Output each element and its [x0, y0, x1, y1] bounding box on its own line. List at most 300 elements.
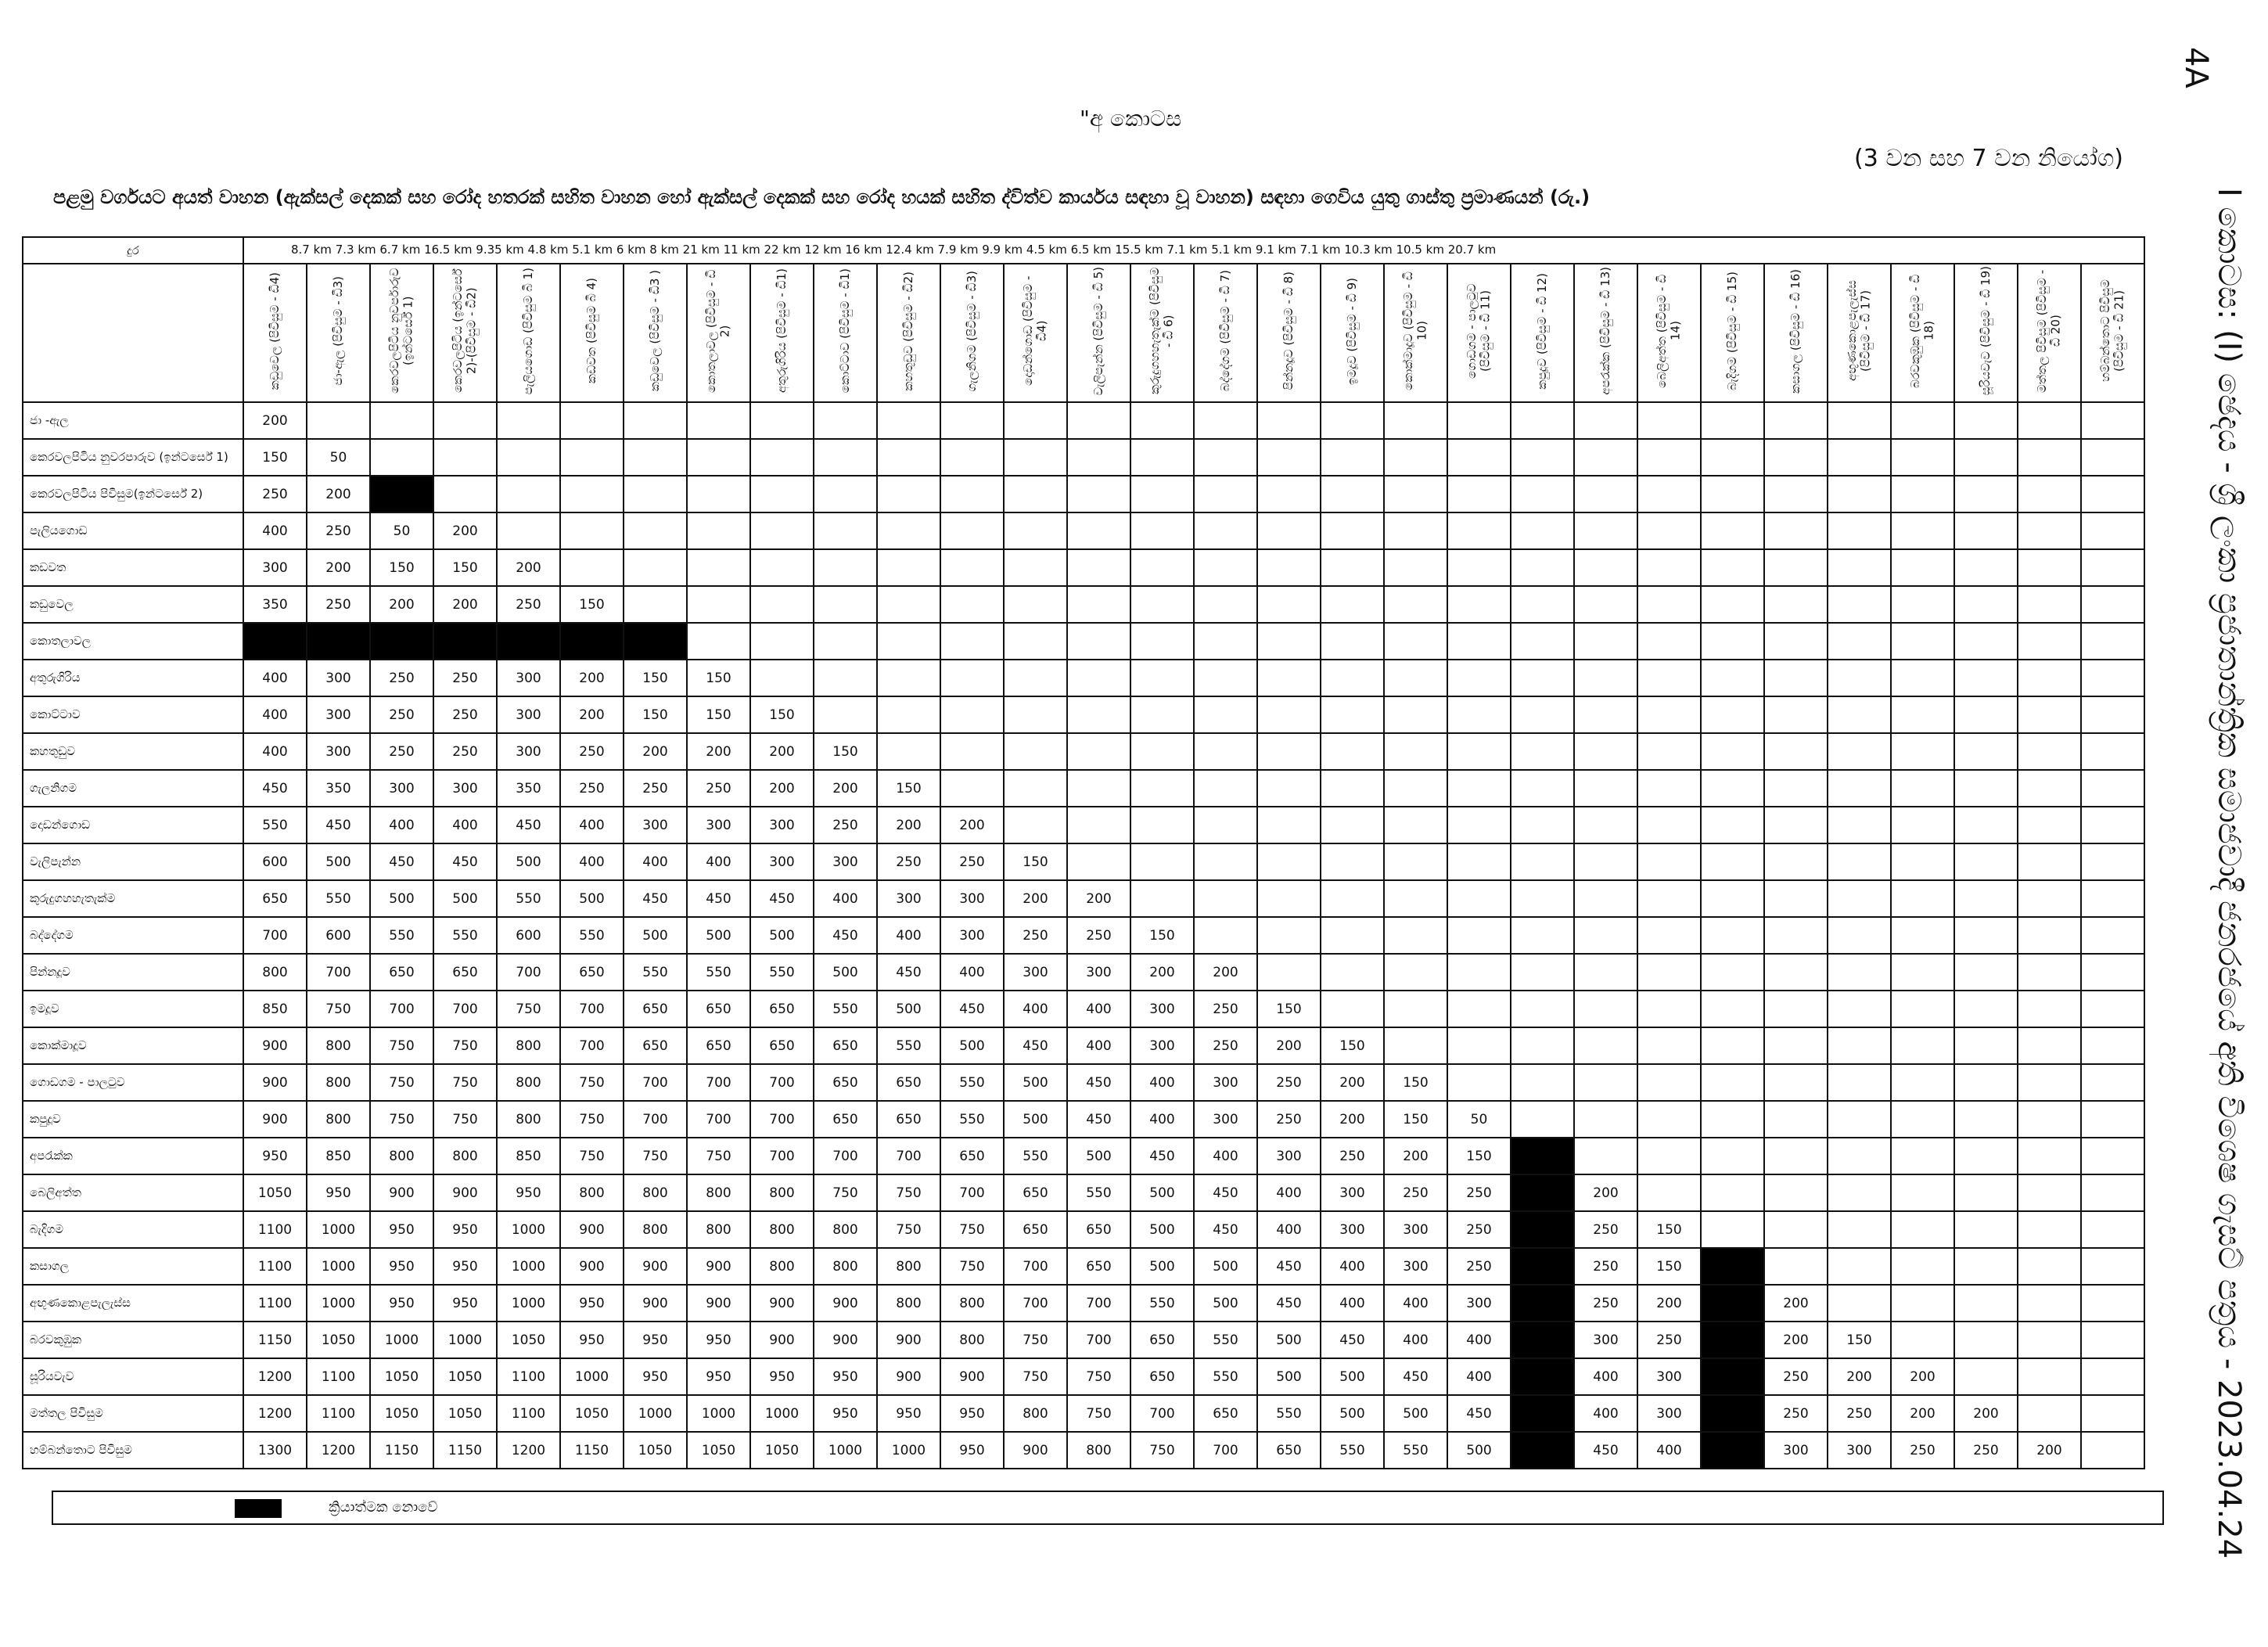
side-strip	[2178, 31, 2267, 1627]
fee-cell: 600	[307, 917, 370, 954]
empty-cell	[1764, 549, 1828, 586]
fee-cell: 150	[687, 696, 750, 733]
fee-cell: 300	[1130, 1027, 1194, 1064]
empty-cell	[1130, 843, 1194, 880]
fee-cell: 250	[497, 586, 560, 623]
empty-cell	[2018, 991, 2081, 1027]
empty-cell	[1637, 439, 1701, 476]
empty-cell	[1637, 549, 1701, 586]
fee-cell: 300	[243, 549, 307, 586]
empty-cell	[1828, 660, 1891, 696]
fee-cell: 700	[877, 1138, 940, 1174]
empty-cell	[2018, 549, 2081, 586]
fee-cell: 750	[1130, 1432, 1194, 1469]
column-header-label: පින්නදූව (පිවිසුම - ඩී 8)	[1281, 272, 1296, 390]
empty-cell	[814, 402, 877, 439]
fee-cell: 200	[1321, 1064, 1384, 1101]
empty-cell	[940, 512, 1004, 549]
fee-cell: 450	[877, 954, 940, 991]
fee-cell: 200	[1067, 880, 1130, 917]
empty-cell	[1384, 623, 1447, 660]
empty-cell	[1067, 660, 1130, 696]
fee-cell: 550	[750, 954, 814, 991]
empty-cell	[1321, 770, 1384, 807]
fee-cell: 200	[1764, 1322, 1828, 1358]
empty-cell	[1321, 954, 1384, 991]
empty-cell	[2018, 696, 2081, 733]
empty-cell	[1384, 660, 1447, 696]
column-header-label: කඩුවෙල (පිවිසුම - ඩී3 )	[647, 270, 662, 392]
inactive-cell	[1511, 1248, 1574, 1285]
empty-cell	[1321, 476, 1384, 512]
empty-cell	[1194, 880, 1257, 917]
fee-cell: 1100	[243, 1285, 307, 1322]
empty-cell	[624, 549, 687, 586]
empty-cell	[1637, 1064, 1701, 1101]
empty-cell	[1321, 512, 1384, 549]
empty-cell	[1130, 880, 1194, 917]
empty-cell	[1574, 1027, 1637, 1064]
inactive-cell	[1511, 1432, 1574, 1469]
empty-cell	[1384, 880, 1447, 917]
empty-cell	[1574, 770, 1637, 807]
empty-cell	[1954, 476, 2018, 512]
column-header	[1574, 264, 1637, 402]
table-row	[23, 1211, 2144, 1248]
fee-cell: 650	[814, 1101, 877, 1138]
empty-cell	[2018, 1138, 2081, 1174]
fee-cell: 450	[814, 917, 877, 954]
empty-cell	[814, 586, 877, 623]
empty-cell	[1891, 549, 1954, 586]
fee-cell: 950	[307, 1174, 370, 1211]
empty-cell	[1828, 733, 1891, 770]
column-header-label: බැදිගම (පිවිසුම - ඩී 15)	[1724, 272, 1739, 390]
fee-cell: 1000	[687, 1395, 750, 1432]
fee-cell: 150	[1828, 1322, 1891, 1358]
empty-cell	[1067, 549, 1130, 586]
inactive-cell	[370, 623, 433, 660]
fee-cell: 300	[307, 733, 370, 770]
fee-cell: 150	[1384, 1101, 1447, 1138]
fee-cell: 450	[1321, 1322, 1384, 1358]
empty-cell	[1954, 549, 2018, 586]
column-header	[814, 264, 877, 402]
column-header	[1194, 264, 1257, 402]
empty-cell	[497, 439, 560, 476]
fee-cell: 500	[1130, 1174, 1194, 1211]
table-row	[23, 1138, 2144, 1174]
empty-cell	[1764, 954, 1828, 991]
fee-cell: 350	[307, 770, 370, 807]
empty-cell	[1701, 1101, 1764, 1138]
empty-cell	[1764, 586, 1828, 623]
fee-cell: 200	[1637, 1285, 1701, 1322]
row-label: ගැලනිගම	[23, 770, 243, 807]
empty-cell	[1764, 623, 1828, 660]
empty-cell	[1130, 807, 1194, 843]
fee-cell: 1150	[243, 1322, 307, 1358]
empty-cell	[1954, 1027, 2018, 1064]
fee-cell: 300	[814, 843, 877, 880]
empty-cell	[560, 439, 624, 476]
fee-cell: 200	[1130, 954, 1194, 991]
empty-cell	[1447, 439, 1511, 476]
empty-cell	[1384, 770, 1447, 807]
empty-cell	[1764, 733, 1828, 770]
empty-cell	[1701, 770, 1764, 807]
fee-cell: 950	[814, 1358, 877, 1395]
fee-cell: 800	[560, 1174, 624, 1211]
column-header-row	[23, 264, 2144, 402]
fee-cell: 900	[750, 1322, 814, 1358]
empty-cell	[1701, 807, 1764, 843]
table-row	[23, 843, 2144, 880]
empty-cell	[814, 439, 877, 476]
fee-cell: 500	[687, 917, 750, 954]
fee-cell: 900	[750, 1285, 814, 1322]
empty-cell	[877, 660, 940, 696]
fee-cell: 950	[560, 1322, 624, 1358]
empty-cell	[877, 402, 940, 439]
column-header	[1701, 264, 1764, 402]
empty-cell	[1384, 696, 1447, 733]
fee-cell: 350	[497, 770, 560, 807]
fee-cell: 250	[1384, 1174, 1447, 1211]
fee-cell: 200	[877, 807, 940, 843]
fee-cell: 950	[370, 1285, 433, 1322]
fee-cell: 50	[1447, 1101, 1511, 1138]
fee-cell: 800	[243, 954, 307, 991]
empty-cell	[2081, 1322, 2144, 1358]
fee-cell: 650	[1067, 1211, 1130, 1248]
empty-cell	[1257, 476, 1321, 512]
fee-cell: 400	[1321, 1285, 1384, 1322]
column-header	[1891, 264, 1954, 402]
inactive-cell	[370, 476, 433, 512]
fee-cell: 700	[560, 991, 624, 1027]
fee-cell: 1100	[307, 1358, 370, 1395]
empty-cell	[1637, 917, 1701, 954]
empty-cell	[1511, 586, 1574, 623]
fee-cell: 800	[307, 1027, 370, 1064]
empty-cell	[1828, 439, 1891, 476]
empty-cell	[1004, 549, 1067, 586]
fee-cell: 500	[1130, 1211, 1194, 1248]
empty-cell	[1954, 807, 2018, 843]
empty-cell	[1321, 623, 1384, 660]
empty-cell	[1447, 586, 1511, 623]
column-header	[1004, 264, 1067, 402]
row-label: ගොඩගම - පාලටුව	[23, 1064, 243, 1101]
empty-cell	[1130, 733, 1194, 770]
legend-label: ක්‍රියාත්මක නොවේ	[329, 1499, 438, 1516]
column-header-label: බද්දේගම (පිවිසුම - ඩී 7)	[1217, 270, 1232, 392]
fee-cell: 950	[687, 1322, 750, 1358]
empty-cell	[1701, 1064, 1764, 1101]
column-header	[1764, 264, 1828, 402]
empty-cell	[1764, 1138, 1828, 1174]
fee-cell: 200	[1194, 954, 1257, 991]
fee-cell: 550	[940, 1101, 1004, 1138]
empty-cell	[497, 402, 560, 439]
fee-cell: 200	[1891, 1395, 1954, 1432]
row-label: කොක්මාදූව	[23, 1027, 243, 1064]
fee-cell: 450	[370, 843, 433, 880]
fee-cell: 200	[1384, 1138, 1447, 1174]
fee-cell: 400	[1004, 991, 1067, 1027]
fee-cell: 400	[1067, 991, 1130, 1027]
empty-cell	[1764, 696, 1828, 733]
empty-cell	[2081, 954, 2144, 991]
fee-cell: 300	[1004, 954, 1067, 991]
fee-cell: 1000	[877, 1432, 940, 1469]
inactive-cell	[307, 623, 370, 660]
empty-cell	[1194, 660, 1257, 696]
row-label: දොඩන්ගොඩ	[23, 807, 243, 843]
fee-cell: 500	[940, 1027, 1004, 1064]
empty-cell	[2081, 1395, 2144, 1432]
fee-cell: 450	[624, 880, 687, 917]
empty-cell	[1447, 733, 1511, 770]
fee-cell: 250	[624, 770, 687, 807]
fee-cell: 200	[1321, 1101, 1384, 1138]
fee-cell: 500	[750, 917, 814, 954]
empty-cell	[1828, 402, 1891, 439]
row-label: කෙරවලපිටිය නුවරපාරුව (ඉන්ටර්සේ 1)	[23, 439, 243, 476]
fee-cell: 500	[560, 880, 624, 917]
table-caption: පළමු වර්ගයට අයත් වාහන (ඇක්සල් දෙකක් සහ රෝද හතරක් සහිත වාහන හෝ ඇක්සල් දෙකක් සහ රෝද හයක් සහිත ද්විත්ව කාර්යය සඳහා වූ වාහන) සඳහා ගෙවිය යුතු ගාස්තු ප්‍රමාණයන් (රු.)	[53, 186, 1590, 208]
fee-cell: 450	[307, 807, 370, 843]
table-row	[23, 439, 2144, 476]
empty-cell	[1954, 1064, 2018, 1101]
row-label: කපුදූව	[23, 1101, 243, 1138]
empty-cell	[1067, 623, 1130, 660]
empty-cell	[1257, 549, 1321, 586]
fee-cell: 750	[497, 991, 560, 1027]
fee-cell: 450	[497, 807, 560, 843]
fee-cell: 750	[624, 1138, 687, 1174]
fee-cell: 550	[687, 954, 750, 991]
empty-cell	[1511, 733, 1574, 770]
table-row	[23, 770, 2144, 807]
fee-cell: 200	[433, 586, 497, 623]
fee-cell: 300	[624, 807, 687, 843]
fee-cell: 300	[1321, 1211, 1384, 1248]
fee-cell: 300	[307, 660, 370, 696]
inactive-cell	[1511, 1174, 1574, 1211]
empty-cell	[1828, 623, 1891, 660]
fee-cell: 500	[433, 880, 497, 917]
fee-cell: 500	[1194, 1285, 1257, 1322]
empty-cell	[1130, 696, 1194, 733]
fee-cell: 400	[1130, 1064, 1194, 1101]
fee-cell: 250	[1637, 1322, 1701, 1358]
empty-cell	[1321, 807, 1384, 843]
fee-cell: 700	[560, 1027, 624, 1064]
fee-cell: 200	[687, 733, 750, 770]
fee-cell: 550	[560, 917, 624, 954]
fee-cell: 400	[560, 843, 624, 880]
fee-cell: 800	[877, 1248, 940, 1285]
empty-cell	[1067, 512, 1130, 549]
empty-cell	[687, 439, 750, 476]
empty-cell	[1954, 623, 2018, 660]
column-header-label: ගොඩගම - පාලටුව (පිවිසුම - ඩී 11)	[1465, 283, 1493, 379]
empty-cell	[1194, 623, 1257, 660]
empty-cell	[1764, 1064, 1828, 1101]
table-row	[23, 402, 2144, 439]
empty-cell	[1574, 439, 1637, 476]
empty-cell	[2018, 1211, 2081, 1248]
empty-cell	[1828, 807, 1891, 843]
fee-cell: 400	[1321, 1248, 1384, 1285]
empty-cell	[1637, 660, 1701, 696]
fee-cell: 700	[243, 917, 307, 954]
fee-cell: 400	[1384, 1322, 1447, 1358]
fee-cell: 750	[1004, 1322, 1067, 1358]
empty-cell	[1321, 439, 1384, 476]
fee-cell: 250	[433, 660, 497, 696]
empty-cell	[2018, 1285, 2081, 1322]
fee-cell: 400	[370, 807, 433, 843]
fee-cell: 1100	[497, 1395, 560, 1432]
empty-cell	[1130, 623, 1194, 660]
empty-cell	[1447, 696, 1511, 733]
row-label: ඉමදූව	[23, 991, 243, 1027]
empty-cell	[877, 512, 940, 549]
fee-cell: 1000	[370, 1322, 433, 1358]
empty-cell	[877, 696, 940, 733]
empty-cell	[1828, 1248, 1891, 1285]
column-header-label: ජා-ඇල (පිවිසුම - ඩී3)	[330, 276, 345, 386]
empty-cell	[1574, 1138, 1637, 1174]
empty-cell	[1384, 1027, 1447, 1064]
table-row	[23, 1322, 2144, 1358]
empty-cell	[2081, 1027, 2144, 1064]
fee-cell: 300	[307, 696, 370, 733]
empty-cell	[1701, 1211, 1764, 1248]
fee-cell: 1300	[243, 1432, 307, 1469]
fee-cell: 250	[877, 843, 940, 880]
fee-cell: 150	[624, 660, 687, 696]
table-row	[23, 1027, 2144, 1064]
empty-cell	[1130, 512, 1194, 549]
table-row	[23, 1064, 2144, 1101]
fee-cell: 800	[750, 1174, 814, 1211]
fee-cell: 400	[814, 880, 877, 917]
fee-cell: 550	[243, 807, 307, 843]
fee-cell: 650	[687, 991, 750, 1027]
empty-cell	[814, 512, 877, 549]
empty-cell	[1511, 843, 1574, 880]
row-label: බෙලිඅත්ත	[23, 1174, 243, 1211]
fee-cell: 800	[687, 1211, 750, 1248]
fee-cell: 550	[814, 991, 877, 1027]
inactive-cell	[1701, 1248, 1764, 1285]
fee-cell: 1000	[814, 1432, 877, 1469]
empty-cell	[2018, 476, 2081, 512]
fee-cell: 900	[433, 1174, 497, 1211]
empty-cell	[1828, 1211, 1891, 1248]
fee-cell: 800	[750, 1211, 814, 1248]
empty-cell	[1954, 733, 2018, 770]
fee-cell: 700	[624, 1064, 687, 1101]
empty-cell	[1954, 770, 2018, 807]
empty-cell	[1384, 586, 1447, 623]
empty-cell	[1257, 770, 1321, 807]
fee-cell: 950	[497, 1174, 560, 1211]
column-header-label: කසාගල (පිවිසුම - ඩී 16)	[1788, 268, 1803, 394]
fee-cell: 900	[370, 1174, 433, 1211]
fee-cell: 1050	[370, 1395, 433, 1432]
fee-cell: 300	[1194, 1064, 1257, 1101]
empty-cell	[2081, 1138, 2144, 1174]
fee-cell: 950	[370, 1248, 433, 1285]
fee-cell: 700	[750, 1064, 814, 1101]
empty-cell	[1954, 1322, 2018, 1358]
row-label: පැලියගොඩ	[23, 512, 243, 549]
empty-cell	[2081, 660, 2144, 696]
fee-cell: 500	[1321, 1395, 1384, 1432]
empty-cell	[624, 586, 687, 623]
fee-cell: 300	[1764, 1432, 1828, 1469]
fee-cell: 200	[750, 770, 814, 807]
fee-cell: 500	[1067, 1138, 1130, 1174]
column-header-label: දොඩන්ගොඩ (පිවිසුම - ඩී4)	[1021, 275, 1049, 387]
empty-cell	[1384, 402, 1447, 439]
empty-cell	[1954, 991, 2018, 1027]
column-header	[687, 264, 750, 402]
empty-cell	[877, 623, 940, 660]
empty-cell	[1447, 770, 1511, 807]
empty-cell	[1511, 1027, 1574, 1064]
fee-cell: 800	[624, 1174, 687, 1211]
fee-cell: 1200	[307, 1432, 370, 1469]
fee-cell: 300	[877, 880, 940, 917]
empty-cell	[1891, 880, 1954, 917]
empty-cell	[1447, 402, 1511, 439]
empty-cell	[1891, 476, 1954, 512]
distance-row	[23, 237, 2144, 264]
empty-cell	[1511, 1064, 1574, 1101]
empty-cell	[2018, 770, 2081, 807]
empty-cell	[1891, 733, 1954, 770]
empty-cell	[940, 402, 1004, 439]
empty-cell	[1130, 476, 1194, 512]
part-title: "අ කොටස	[1080, 106, 1182, 131]
fee-cell: 800	[307, 1064, 370, 1101]
fee-cell: 650	[624, 991, 687, 1027]
fee-cell: 800	[750, 1248, 814, 1285]
fee-cell: 450	[1004, 1027, 1067, 1064]
fee-cell: 450	[433, 843, 497, 880]
inactive-cell	[1701, 1285, 1764, 1322]
empty-cell	[1828, 1174, 1891, 1211]
empty-cell	[1321, 586, 1384, 623]
empty-cell	[1004, 439, 1067, 476]
fee-cell: 200	[1891, 1358, 1954, 1395]
column-header-label: ඉමදූව (පිවිසුම - ඩී 9)	[1344, 277, 1359, 385]
empty-cell	[1954, 1211, 2018, 1248]
empty-cell	[1954, 1138, 2018, 1174]
fee-cell: 450	[1447, 1395, 1511, 1432]
empty-cell	[497, 476, 560, 512]
inactive-cell	[1511, 1285, 1574, 1322]
column-header-label: කෙරවලපිටිය (ඉන්ටර්සේ 2)-(පිවිසුම - ඩී2)	[451, 268, 479, 394]
column-header	[1954, 264, 2018, 402]
fee-cell: 500	[1447, 1432, 1511, 1469]
